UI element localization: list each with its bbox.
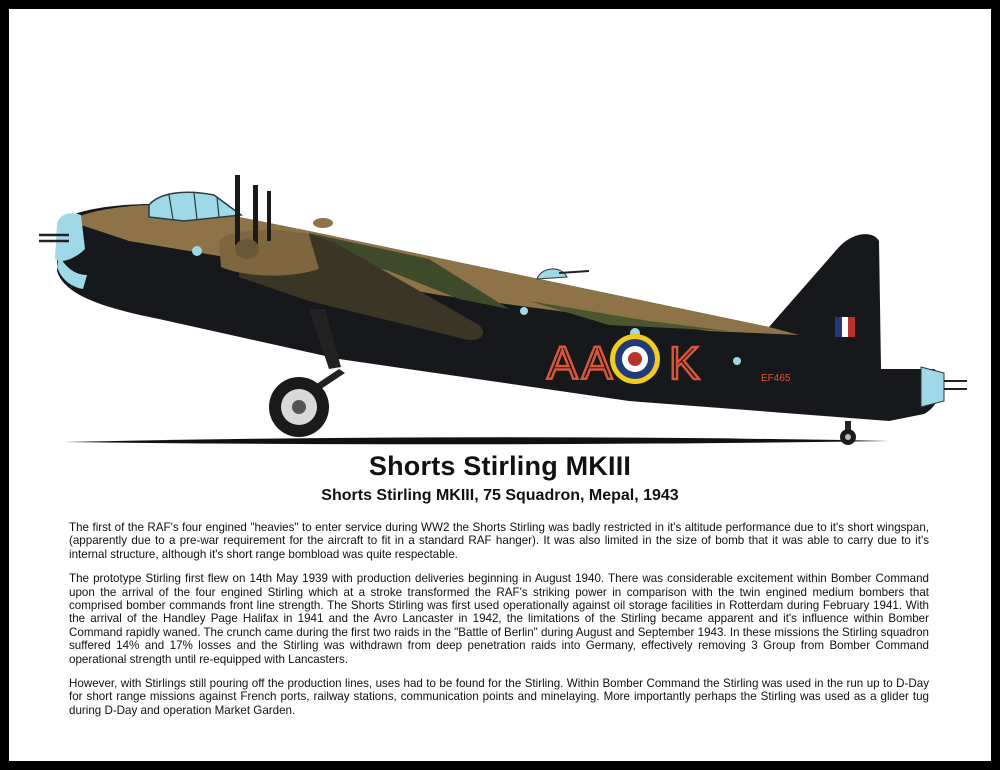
poster-page xyxy=(9,9,991,761)
paragraph-2: The prototype Stirling first flew on 14th May 1939 with production deliveries beginning in August 1940. There was considerable excitement within Bomber Command upon the arrival of the four engined Stirling which at a stroke transformed the RAF's striking power in comparison with the twin engined medium bombers that comprised bomber commands front line strength. The Shorts Stirling was first used operationally against oil storage facilities in Rotterdam during February 1941. With the arrival of the Handley Page Halifax in 1941 and the Avro Lancaster in 1942, the limitations of the Stirling became apparent and it's influence within Bomber Command rapidly waned. The crunch came during the first two raids in the "Battle of Berlin" during August and September 1943. In these missions the Stirling squadron suffered 14% and 17% losses and the Stirling was withdrawn from deep penetration raids into Germany, effectively removing 3 Group from Bomber Command operational strength until re-equipped with Lancasters. xyxy=(69,572,929,666)
propeller-blade-3 xyxy=(267,191,271,241)
squadron-code-left: AA xyxy=(547,337,617,389)
propeller-blade xyxy=(235,175,240,245)
dorsal-turret xyxy=(537,269,567,279)
serial-number: EF465 xyxy=(761,373,791,384)
main-wheel xyxy=(269,377,329,437)
tail-turret xyxy=(921,367,944,407)
astrodome xyxy=(313,218,333,228)
aircraft-illustration xyxy=(9,9,991,459)
propeller-blade-2 xyxy=(253,185,258,247)
tail-wheel xyxy=(840,421,856,445)
raf-roundel xyxy=(610,334,660,384)
poster-title: Shorts Stirling MKIII xyxy=(368,451,632,481)
ground-shadow xyxy=(64,437,889,444)
poster-subtitle: Shorts Stirling MKIII, 75 Squadron, Mepal, 1943 xyxy=(321,487,679,504)
description-text xyxy=(69,521,929,728)
paragraph-3: However, with Stirlings still pouring off the production lines, uses had to be found for the Stirling. Within Bomber Command the Stirling was used in the run up to D-Day for short range missions against French ports, railway stations, communication points and minelaying. More importantly perhaps the Stirling was used as a glider tug during D-Day and operation Market Garden. xyxy=(69,677,929,717)
squadron-code-right: K xyxy=(669,337,700,389)
paragraph-1: The first of the RAF's four engined "heavies" to enter service during WW2 the Shorts Stirling was badly restricted in it's altitude performance due to it's short wingspan, (apparently due to a pre-war requirement for the aircraft to fit in a standard RAF hanger). It was also limited in the size of bomb that it was able to carry due to it's internal structure, although it's short range bombload was quite respectable. xyxy=(69,521,929,561)
fin-flash xyxy=(835,317,855,337)
spinner xyxy=(235,239,259,259)
